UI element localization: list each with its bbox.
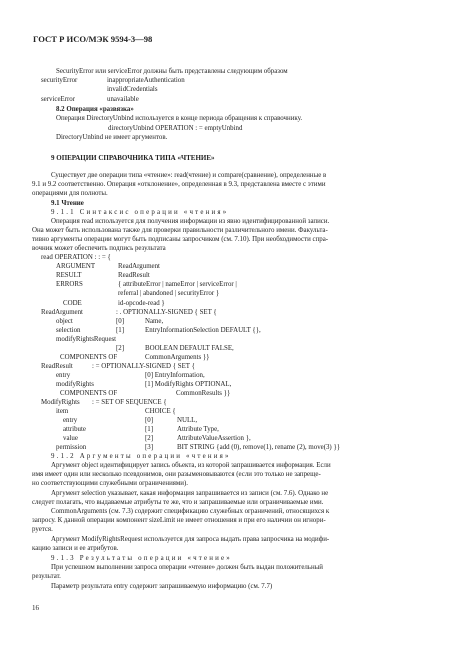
text-line: : = OPTIONALLY-SIGNED { SET { — [92, 363, 195, 370]
text-line: securityError — [41, 77, 78, 84]
text-line: следует полагать, что выдаваемые атрибуты те же, что и запрашиваемые или ограничиваемые ими. — [32, 499, 324, 506]
text-line: CommonResults }} — [176, 390, 231, 397]
text-line: ReadArgument — [41, 309, 83, 316]
text-line: inappropriateAuthentication — [107, 77, 185, 84]
text-line: ERRORS — [56, 281, 83, 288]
text-line: ReadResult — [41, 363, 73, 370]
text-line: NULL, — [177, 417, 198, 424]
text-line: { attributeError | nameError | serviceError | — [118, 281, 237, 288]
text-line: Операция DirectoryUnbind используется в конце периода обращения к справочнику. — [56, 115, 303, 122]
text-line: modifyRights — [56, 381, 94, 388]
text-line: [0] — [145, 417, 154, 424]
text-line: object — [56, 318, 73, 325]
text-line: вочник может обеспечить подпись результата — [32, 245, 166, 252]
text-line: 9 ОПЕРАЦИИ СПРАВОЧНИКА ТИПА «ЧТЕНИЕ» — [51, 154, 215, 162]
text-line: id-opcode-read } — [118, 300, 165, 307]
text-line: запросу. К данной операции компонент sizeLimit не имеет отношения и при его наличии он игнори- — [32, 517, 326, 524]
text-line: COMPONENTS OF — [60, 390, 118, 397]
text-line: CHOICE { — [145, 408, 176, 415]
text-line: CODE — [63, 300, 82, 307]
text-line: Параметр результата entry содержит запрашиваемую информацию (см. 7.7) — [51, 583, 273, 590]
text-line: При успешном выполнении запроса операции «чтение» должен быть выдан положительный — [51, 564, 323, 571]
text-line: Она может быть использована также для проверки правильности различительного имени. Факульта- — [32, 227, 328, 234]
text-line: 9.1.3 Результаты операции «чтение» — [51, 555, 232, 562]
text-line: unavailable — [107, 96, 139, 103]
text-line: referral | abandoned | securityError } — [118, 290, 220, 297]
text-line: Аргумент ModifyRightsRequest используется для запроса выдать права запросчика на модифи- — [51, 536, 330, 543]
text-line: attribute — [63, 426, 86, 433]
text-line: entry — [63, 417, 78, 424]
text-line: [3] — [145, 444, 154, 451]
text-line: modifyRightsRequest — [56, 336, 117, 343]
text-line: руется. — [32, 526, 53, 533]
text-line: Операция read используется для получения информации из явно идентифицированной записи. — [51, 218, 330, 225]
text-line: Name, — [145, 318, 164, 325]
text-line: результат. — [32, 573, 61, 580]
page-number: 16 — [32, 604, 39, 612]
text-line: ReadResult — [118, 272, 150, 279]
text-line: [1] — [145, 426, 154, 433]
text-line: BOOLEAN DEFAULT FALSE, — [145, 345, 234, 352]
text-line: DirectoryUnbind не имеет аргументов. — [56, 134, 168, 141]
text-line: Attribute Type, — [177, 426, 219, 433]
text-line: item — [56, 408, 69, 415]
text-line: [2] — [116, 345, 125, 352]
text-line: directoryUnbind OPERATION : = emptyUnbind — [108, 125, 243, 132]
text-line: [0] EntryInformation, — [145, 372, 205, 379]
text-line: тивно аргументы операции могут быть подписаны запросчиком (см. 7.10). При необходимости спра- — [32, 236, 329, 243]
text-line: CommonArguments (см. 7.3) содержит спецификацию служебных ограничений, относящихся к — [51, 508, 330, 515]
text-line: но соответствующими служебными ограничениями). — [32, 480, 188, 487]
page-header: ГОСТ Р ИСО/МЭК 9594-3—98 — [33, 34, 153, 44]
text-line: SecurityError или serviceError должны быть представлены следующим образом — [56, 68, 288, 75]
text-line: кацию записи и ее атрибутов. — [32, 545, 119, 552]
text-line: Существует две операции типа «чтение»: read(чтение) и compare(сравнение), определенные в — [51, 172, 327, 179]
text-line: ModifyRights — [41, 399, 80, 406]
text-line: : = SET OF SEQUENCE { — [92, 399, 167, 406]
text-line: AttributeValueAssertion }, — [177, 435, 251, 442]
text-line: 9.1 и 9.2 соответственно. Операция «отклонение», определенная в 9.3, представлена вместе с этими — [32, 181, 326, 188]
text-line: value — [63, 435, 78, 442]
text-line: selection — [56, 327, 81, 334]
text-line: COMPONENTS OF — [60, 354, 118, 361]
text-line: : . OPTIONALLY-SIGNED { SET { — [116, 309, 217, 316]
text-line: Аргумент selection указывает, какая информация запрашивается из записи (см. 7.6). Однако не — [51, 490, 329, 497]
text-line: permission — [56, 444, 87, 451]
text-line: операциями для полноты. — [32, 190, 108, 197]
text-line: 9.1.2 Аргументы операции «чтения» — [51, 453, 231, 460]
text-line: имя имеет один или несколько псевдонимов, они разыменовываются (если это только не запреще- — [32, 471, 321, 478]
text-line: entry — [56, 372, 71, 379]
text-line: 9.1 Чтение — [51, 200, 84, 207]
text-line: [1] — [116, 327, 125, 334]
text-line: EntryInformationSelection DEFAULT {}, — [145, 327, 261, 334]
text-line: CommonArguments }} — [145, 354, 210, 361]
text-line: [0] — [116, 318, 125, 325]
text-line: 9.1.1 Синтаксис операции «чтения» — [51, 209, 229, 216]
text-line: [2] — [145, 435, 154, 442]
text-line: ReadArgument — [118, 263, 160, 270]
text-line: invalidCredentials — [107, 86, 158, 93]
text-line: 8.2 Операция «развязка» — [56, 106, 134, 113]
text-line: read OPERATION : : = { — [41, 254, 111, 261]
text-line: Аргумент object идентифицирует запись объекта, из которой запрашивается информация. Если — [51, 462, 331, 469]
text-line: RESULT — [56, 272, 82, 279]
text-line: ARGUMENT — [56, 263, 96, 270]
text-line: [1] ModifyRights OPTIONAL, — [145, 381, 232, 388]
text-line: BIT STRING {add (0), remove(1), rename (2), move(3) }} — [177, 444, 341, 451]
text-line: serviceError — [41, 96, 76, 103]
